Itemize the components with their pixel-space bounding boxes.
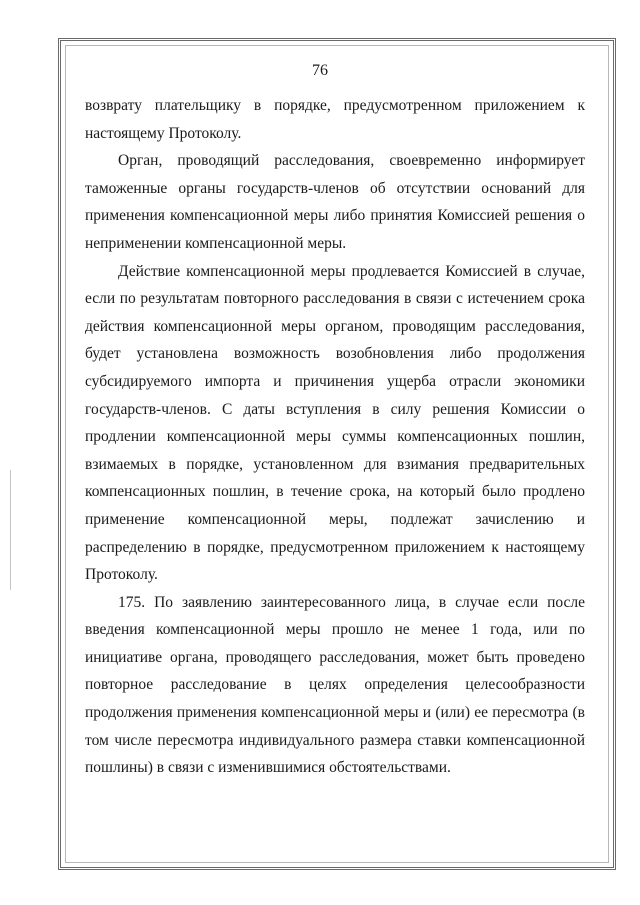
paragraph-measure-extension: Действие компенсационной меры продлевается Комиссией в случае, если по результатам повторного расследования в связи с истечением срока действия компенсационной меры органом, проводящим расследования, будет установлена возможность возобновления либо продолжения субсидируемого импорта и причинения ущерба отрасли экономики государств-членов. С даты вступления в силу решения Комиссии о продлении компенсационной меры суммы компенсационных пошлин, взимаемых в порядке, установленном для взимания предварительных компенсационных пошлин, в течение срока, на который было продлено применение компенсационной меры, подлежат зачислению и распределению в порядке, предусмотренном приложением к настоящему Протоколу. bbox=[85, 262, 585, 584]
scan-artifact-line bbox=[10, 470, 11, 590]
paragraph-authority-notice: Орган, проводящий расследования, своевременно информирует таможенные органы государств-членов об отсутствии оснований для применения компенсационной меры либо принятия Комиссией решения о неприменении компенсационной меры. bbox=[85, 152, 585, 252]
paragraph-continuation: возврату плательщику в порядке, предусмотренном приложением к настоящему Протоколу. bbox=[85, 97, 585, 142]
paragraph-clause-175: 175. По заявлению заинтересованного лица, в случае если после введения компенсационной меры прошло не менее 1 года, или по инициативе органа, проводящего расследования, может быть проведено повторное расследование в целях определения целесообразности продолжения применения компенсационной меры и (или) ее пересмотра (в том числе пересмотра индивидуального размера ставки компенсационной пошлины) в связи с изменившимися обстоятельствами. bbox=[85, 593, 585, 777]
document-body bbox=[85, 92, 585, 782]
page-number: 76 bbox=[312, 62, 328, 79]
